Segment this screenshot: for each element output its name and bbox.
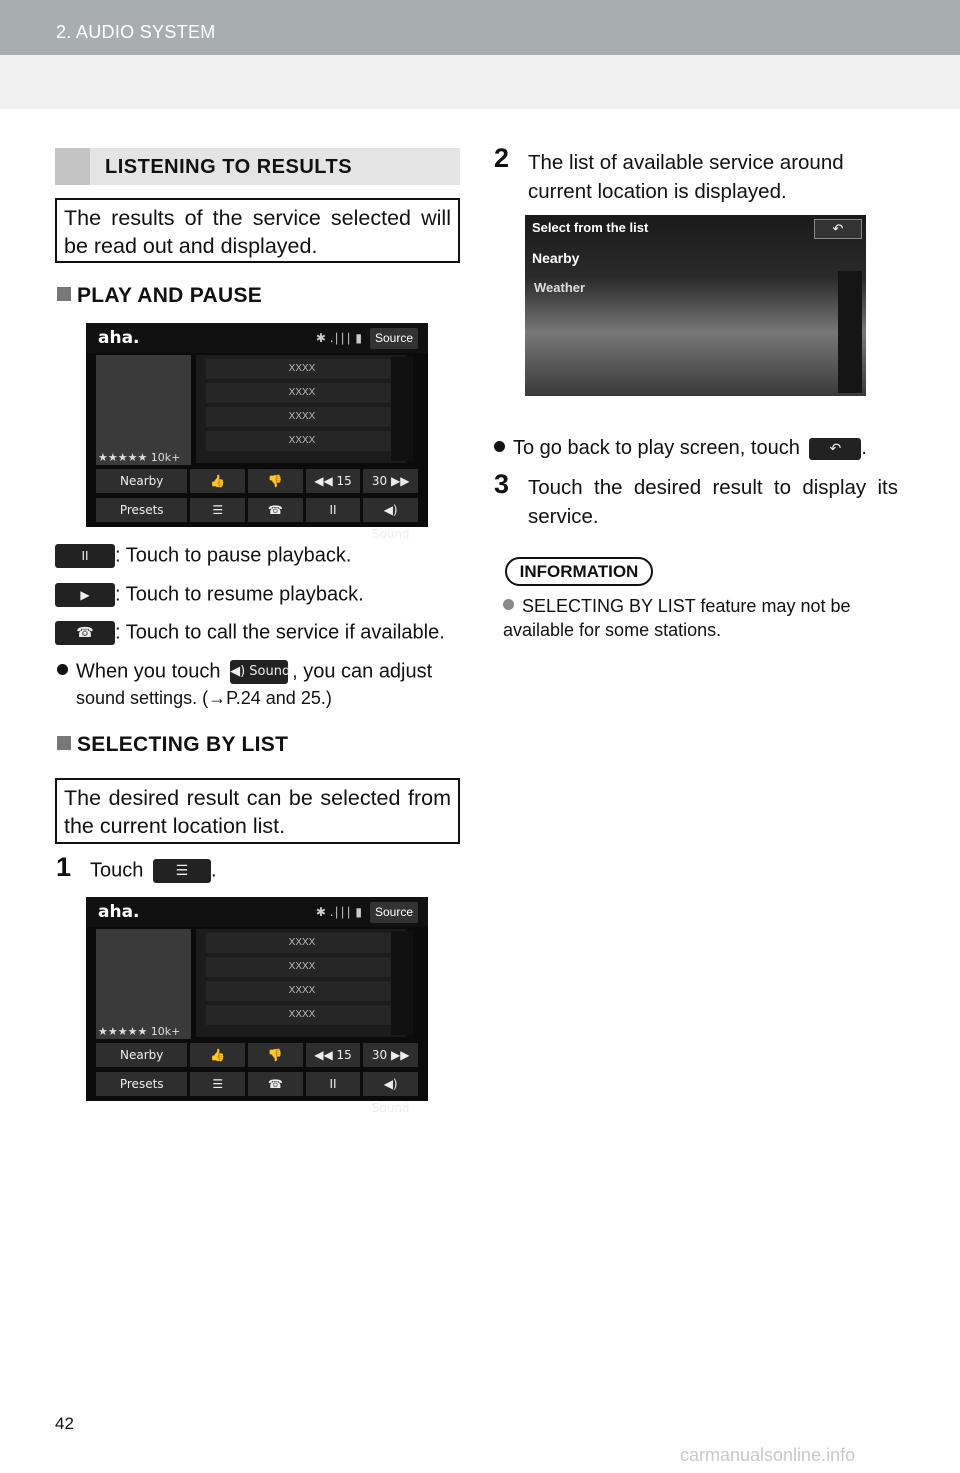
album-art <box>96 355 191 465</box>
thumbs-up-icon[interactable]: 👍 <box>190 1043 245 1067</box>
heading-square-icon <box>57 287 71 301</box>
list-item: XXXX <box>206 431 398 451</box>
nearby-button[interactable]: Nearby <box>96 1043 187 1067</box>
list-item: XXXX <box>206 933 398 953</box>
list-icon[interactable]: ☰ <box>190 498 245 522</box>
pause-button[interactable]: II <box>306 498 361 522</box>
pause-button[interactable]: II <box>306 1072 361 1096</box>
rating-stars: ★★★★★ 10k+ <box>98 1025 181 1038</box>
rating-stars: ★★★★★ 10k+ <box>98 451 181 464</box>
bullet-dot <box>57 664 68 675</box>
list-item: XXXX <box>206 981 398 1001</box>
sound-text-b: , you can adjust <box>292 660 433 683</box>
list-item: XXXX <box>206 1005 398 1025</box>
play-pause-heading-text: PLAY AND PAUSE <box>77 284 263 307</box>
goback-text-a: To go back to play screen, touch <box>513 437 800 459</box>
signal-icon: ✱ .∣∣∣ ▮ <box>315 331 362 345</box>
thumbs-down-icon[interactable]: 👎 <box>248 469 303 493</box>
section-title <box>55 148 460 185</box>
info-bullet-dot <box>503 599 514 610</box>
selecting-heading-text: SELECTING BY LIST <box>77 733 289 756</box>
aha-logo: aha. <box>98 902 140 922</box>
aha-screen-play <box>86 323 428 541</box>
aha-control-row-2 <box>96 498 418 541</box>
sound-bullet <box>57 660 432 684</box>
nearby-item[interactable]: Nearby <box>532 250 580 266</box>
signal-icon: ✱ .∣∣∣ ▮ <box>315 905 362 919</box>
aha-control-row-2 <box>96 1072 418 1115</box>
phone-icon[interactable]: ☎ <box>248 498 303 522</box>
page-number: 42 <box>55 1414 74 1433</box>
sound-button[interactable]: ◀) Sound <box>363 498 418 522</box>
album-art <box>96 929 191 1039</box>
list-chip-icon: ☰ <box>153 859 211 883</box>
resume-desc: : Touch to resume playback. <box>115 583 364 606</box>
list-item: XXXX <box>206 359 398 379</box>
step-2-number: 2 <box>494 143 510 173</box>
aha-top-bar <box>86 323 428 353</box>
section-label: 2. AUDIO SYSTEM <box>56 22 216 42</box>
back-15-button[interactable]: ◀◀ 15 <box>306 1043 361 1067</box>
aha-control-row-1 <box>96 1043 418 1067</box>
station-info-list <box>196 929 406 1037</box>
call-line <box>55 621 445 645</box>
list-screen-title: Select from the list <box>532 220 649 235</box>
list-screen <box>525 215 866 396</box>
goback-bullet <box>494 437 867 460</box>
play-icon: ▶ <box>55 583 115 607</box>
aha-top-bar <box>86 897 428 927</box>
back-chip-icon: ↶ <box>809 438 861 460</box>
sound-text-line2: sound settings. (→P.24 and 25.) <box>76 688 332 708</box>
list-item: XXXX <box>206 407 398 427</box>
play-pause-heading <box>57 284 262 308</box>
pause-line <box>55 544 351 568</box>
selecting-heading <box>57 733 288 757</box>
list-scroll[interactable] <box>391 357 413 461</box>
bullet-dot <box>494 441 505 452</box>
weather-item[interactable]: Weather <box>534 280 586 295</box>
pause-desc: : Touch to pause playback. <box>115 544 352 567</box>
sound-chip-icon: ◀) Sound <box>230 660 288 684</box>
goback-text-b: . <box>861 437 867 459</box>
selecting-box: The desired result can be selected from the current location list. <box>55 778 460 844</box>
forward-30-button[interactable]: 30 ▶▶ <box>363 1043 418 1067</box>
information-text-body: SELECTING BY LIST feature may not be available for some stations. <box>503 596 851 640</box>
list-scroll[interactable] <box>391 931 413 1035</box>
phone-call-icon: ☎ <box>55 621 115 645</box>
thumbs-down-icon[interactable]: 👎 <box>248 1043 303 1067</box>
step-1-text <box>90 859 217 883</box>
step-1-text-b: . <box>210 859 217 882</box>
step-1-number: 1 <box>56 852 72 882</box>
watermark: carmanualsonline.info <box>680 1445 856 1465</box>
heading-square-icon <box>57 736 71 750</box>
resume-line <box>55 583 364 607</box>
presets-button[interactable]: Presets <box>96 1072 187 1096</box>
section-title-marker <box>55 148 90 185</box>
phone-icon[interactable]: ☎ <box>248 1072 303 1096</box>
aha-control-row-1 <box>96 469 418 493</box>
thumbs-up-icon[interactable]: 👍 <box>190 469 245 493</box>
list-item: XXXX <box>206 957 398 977</box>
step-3-number: 3 <box>494 469 510 499</box>
list-item: XXXX <box>206 383 398 403</box>
header-band <box>0 55 960 109</box>
presets-button[interactable]: Presets <box>96 498 187 522</box>
call-desc: : Touch to call the service if available. <box>115 621 445 644</box>
aha-logo: aha. <box>98 328 140 348</box>
list-icon[interactable]: ☰ <box>190 1072 245 1096</box>
section-title-text: LISTENING TO RESULTS <box>105 156 353 178</box>
information-badge: INFORMATION <box>505 557 653 586</box>
nearby-button[interactable]: Nearby <box>96 469 187 493</box>
step-1-text-a: Touch <box>90 859 144 882</box>
step-2-text: The list of available service around current location is displayed. <box>528 151 844 203</box>
station-info-list <box>196 355 406 463</box>
step-3-text: Touch the desired result to display its service. <box>528 476 898 528</box>
back-icon[interactable]: ↶ <box>814 219 862 239</box>
back-15-button[interactable]: ◀◀ 15 <box>306 469 361 493</box>
list-scrollbar[interactable] <box>838 271 862 393</box>
pause-icon: II <box>55 544 115 568</box>
sound-button[interactable]: ◀) Sound <box>363 1072 418 1096</box>
sound-text-a: When you touch <box>76 660 221 683</box>
intro-box: The results of the service selected will be read out and displayed. <box>55 198 460 263</box>
aha-screen-list <box>86 897 428 1115</box>
information-text <box>503 594 893 642</box>
forward-30-button[interactable]: 30 ▶▶ <box>363 469 418 493</box>
page-header <box>0 0 960 55</box>
source-button[interactable]: Source <box>370 902 418 923</box>
source-button[interactable]: Source <box>370 328 418 349</box>
